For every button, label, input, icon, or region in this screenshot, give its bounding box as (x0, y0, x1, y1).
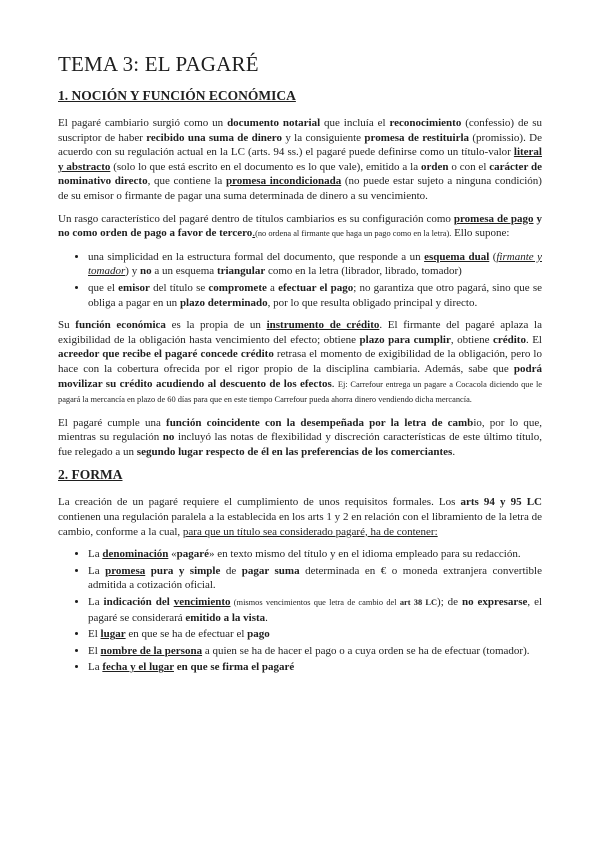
section-1-paragraph-1: El pagaré cambiario surgió como un documento notarial que incluía el reconocimiento (confessio) de su suscriptor de haber recibido una suma de dinero y la consiguiente promesa de restituirla (promissio). De acuerdo con su regulación actual en la LC (arts. 94 ss.) el pagaré puede definirse como un título-valor literal y abstracto (solo lo que está escrito en el documento es lo que vale), emitido a la orden o con el carácter de nominativo directo, que contiene la promesa incondicionada (no puede estar sujeto a ninguna condición) de su emisor o firmante de pagar una suma determinada de dinero a su vencimiento. (58, 117, 542, 202)
section-1-paragraph-2: Un rasgo característico del pagaré dentro de títulos cambiarios es su configuración como promesa de pago y no como orden de pago a favor de tercero.(no ordena al firmante que haga un pago como en la letra). Ello supone: (58, 212, 542, 240)
section-2-paragraph-1: La creación de un pagaré requiere el cumplimiento de unos requisitos formales. Los arts 94 y 95 LC contienen una regulación paralela a la establecida en los arts 1 y 2 en relación con el libramiento de la letra de cambio, conforme a la cual, para que un título sea considerado pagaré, ha de contener: (58, 496, 542, 538)
section-1-paragraph-3: Su función económica es la propia de un instrumento de crédito. El firmante del pagaré aplaza la exigibilidad de la obligación hasta vencimiento del efecto; obtiene plazo para cumplir, obtiene crédito. El acreedor que recibe el pagaré concede crédito retrasa el momento de exigibilidad de la obligación, pero lo hace con la cobertura ofrecida por el rigor propio de la disciplina cambiaria. Además, sabe que podrá movilizar su crédito acudiendo al descuento de los efectos. Ej: Carrefour entrega un pagare a Cocacola diciendo que le pagará la mercancía en plazo de 60 días para que en este tiempo Carrefour pueda ahorra dinero vendiendo dicha mercancía. (58, 319, 542, 405)
section-2-heading: 2. FORMA (58, 467, 123, 483)
list-item: • La promesa pura y simple de pagar suma determinada en € o moneda extranjera convertible admitida a cotización oficial. (88, 564, 542, 593)
list-item: • La fecha y el lugar en que se firma el pagaré (88, 660, 542, 675)
section-1-paragraph-4: El pagaré cumple una función coincidente con la desempeñada por la letra de cambio, por lo que, mientras su regulación no incluyó las notas de flexibilidad y discreción características de este último título, fue relegado a un segundo lugar respecto de él en las preferencias de los comerciantes. (58, 416, 542, 458)
list-item: • El lugar en que se ha de efectuar el pago (88, 627, 542, 642)
document-title: TEMA 3: EL PAGARÉ (58, 52, 259, 76)
list-item: • La denominación «pagaré» en texto mismo del título y en el idioma empleado para su redacción. (88, 547, 542, 562)
section-1-bullet-list (58, 250, 542, 310)
list-item: • una simplicidad en la estructura formal del documento, que responde a un esquema dual (firmante y tomador) y no a un esquema triangular como en la letra (librador, librado, tomador) (88, 250, 542, 279)
document-page (58, 52, 542, 683)
section-2-bullet-list (58, 547, 542, 675)
list-item: • El nombre de la persona a quien se ha de hacer el pago o a cuya orden se ha de efectuar (tomador). (88, 644, 542, 659)
list-item: • La indicación del vencimiento (mismos vencimientos que letra de cambio del art 38 LC); de no expresarse, el pagaré se considerará emitido a la vista. (88, 595, 542, 625)
list-item: • que el emisor del título se compromete a efectuar el pago; no garantiza que otro pagará, sino que se obliga a pagar en un plazo determinado, por lo que resulta obligado principal y directo. (88, 281, 542, 310)
section-1-heading: 1. NOCIÓN Y FUNCIÓN ECONÓMICA (58, 88, 296, 103)
